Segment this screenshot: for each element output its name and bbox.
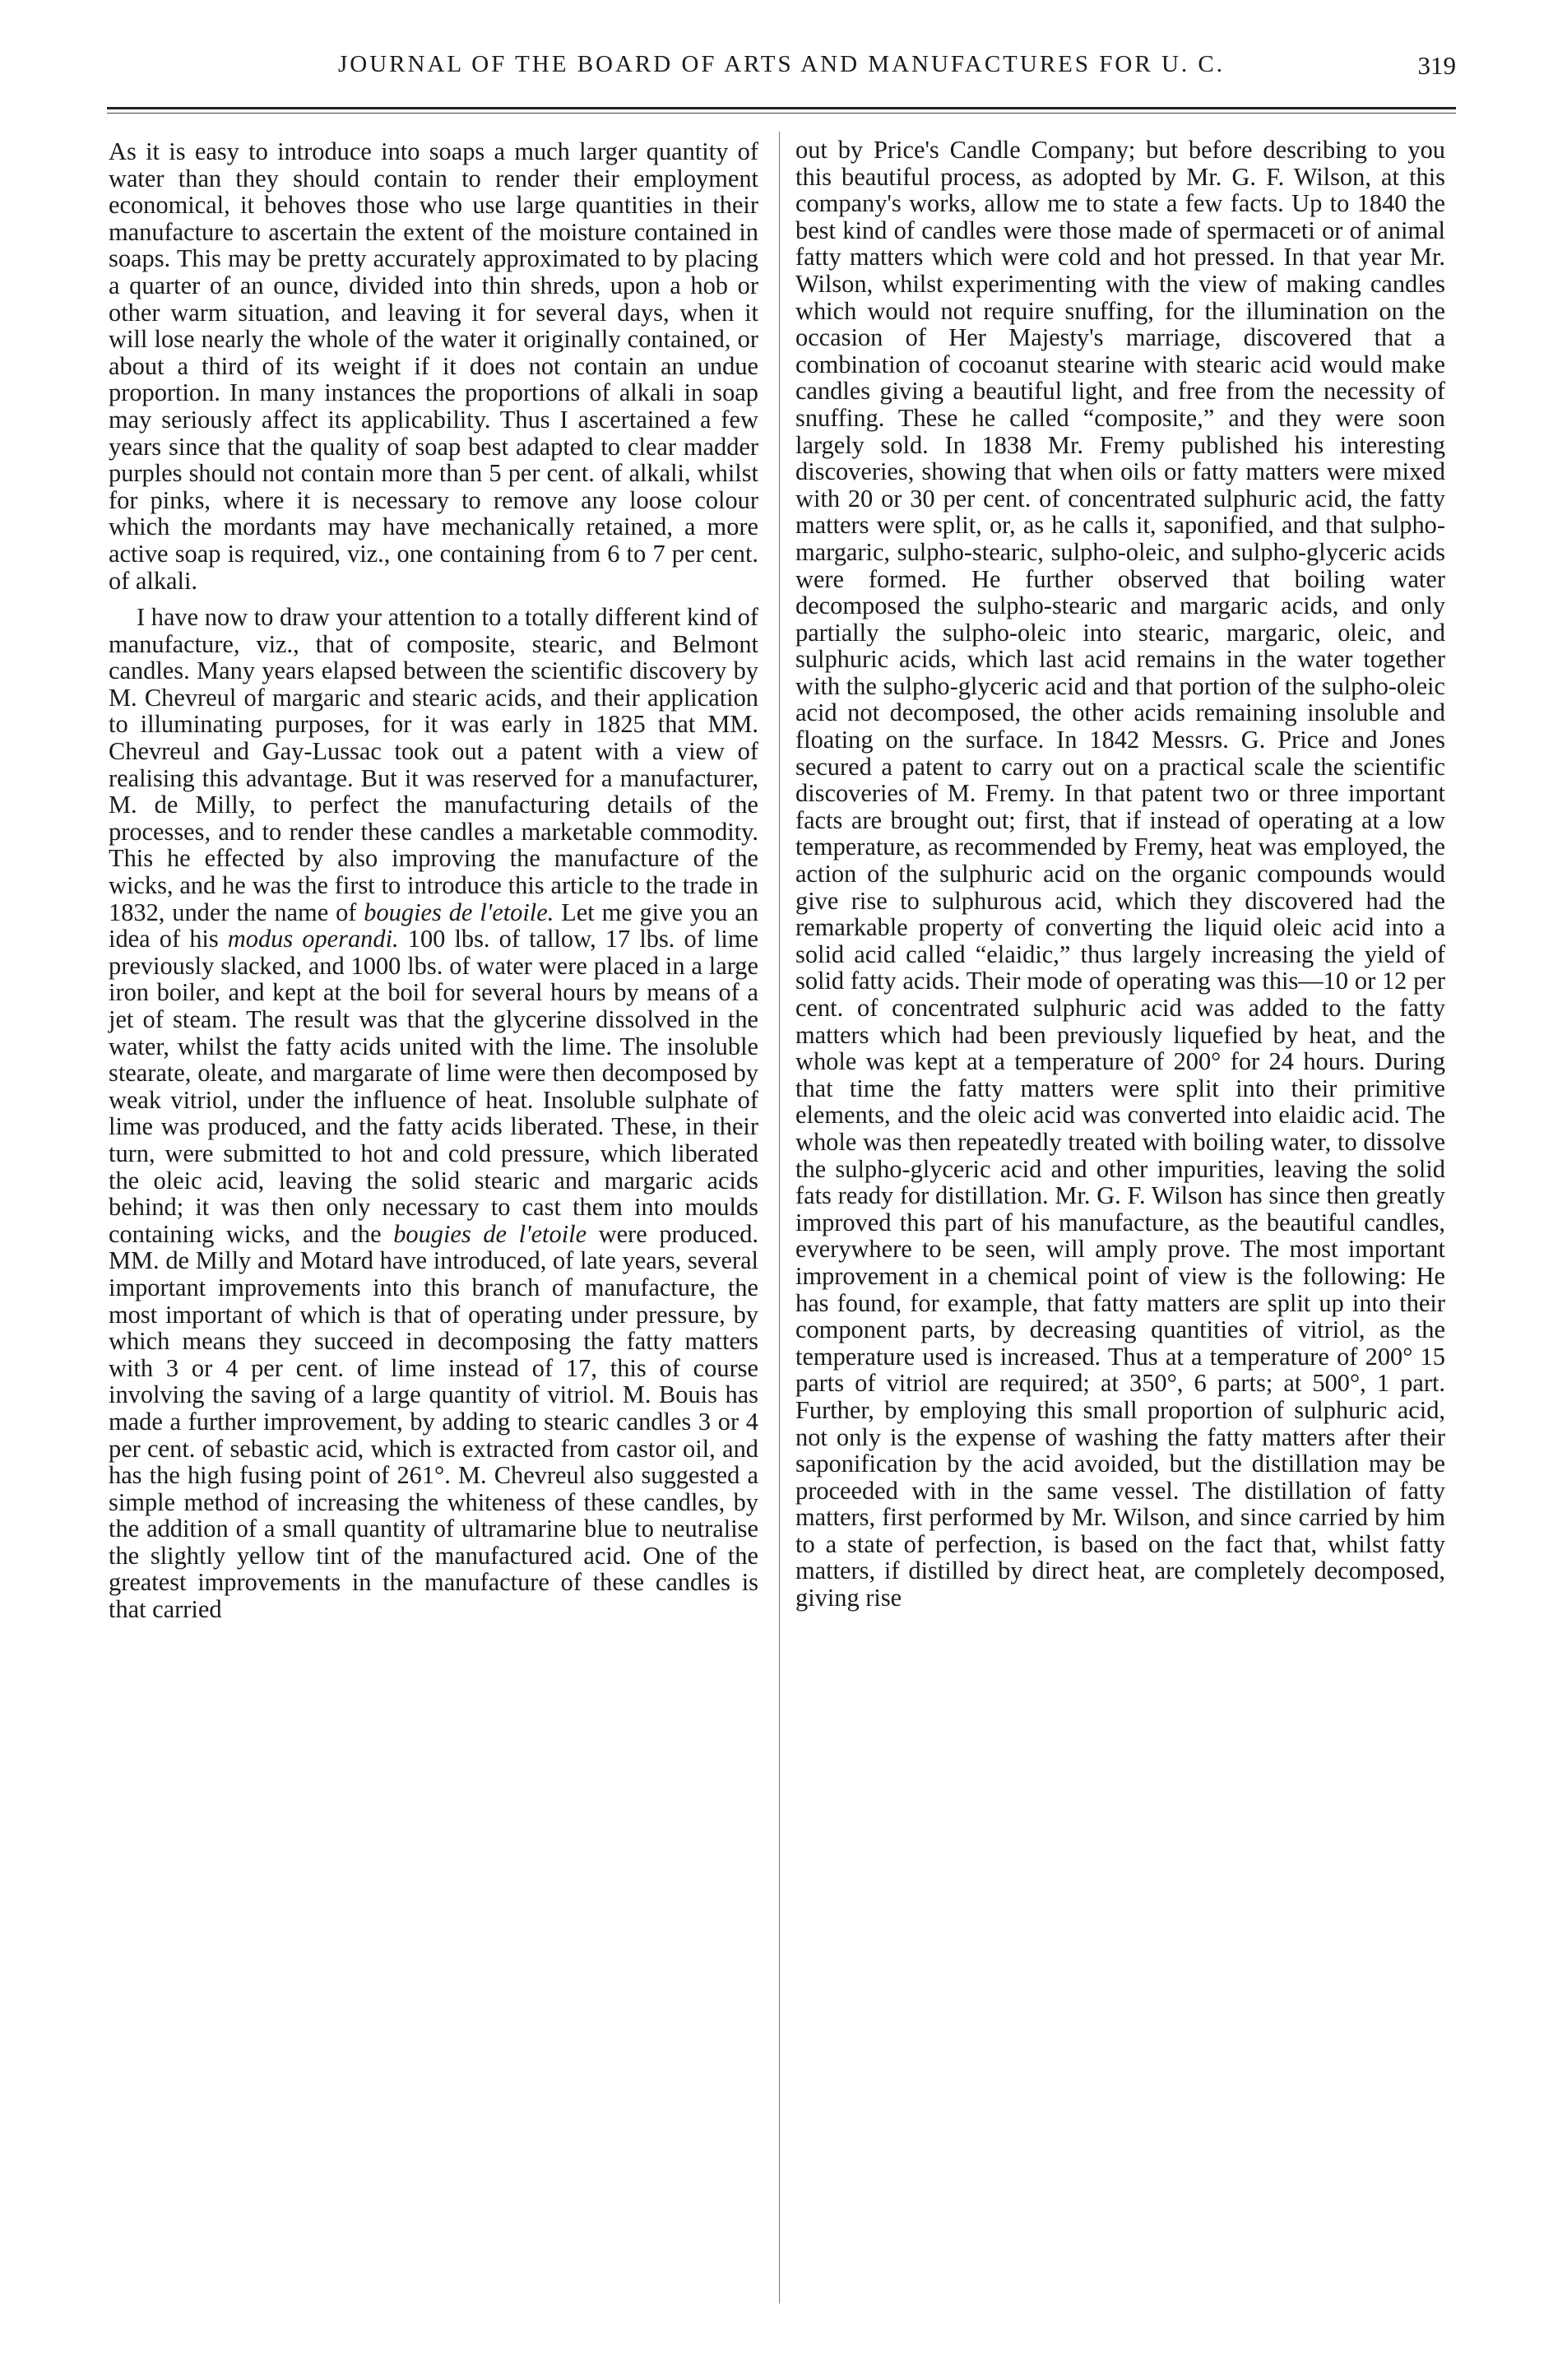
italic-term: bougies de l'etoile.: [364, 898, 554, 926]
left-column: [109, 138, 758, 1633]
header-rule: [107, 107, 1456, 109]
journal-title: JOURNAL OF THE BOARD OF ARTS AND MANUFACTURES FOR U. C.: [338, 51, 1225, 77]
paragraph-price-candle-company: out by Price's Candle Company; but before describing to you this beautiful process, as adopted by Mr. G. F. Wilson, at this company's works, allow me to state a few facts. Up to 1840 the best kind of candles were those made of spermaceti or of animal fatty matters which were cold and hot pressed. In that year Mr. Wilson, whilst experimenting with the view of making candles which would not require snuffing, for the illumination on the occasion of Her Majesty's marriage, discovered that a combination of cocoanut stearine with stearic acid would make candles giving a beautiful light, and free from the necessity of snuffing. These he called “composite,” and they were soon largely sold. In 1838 Mr. Fremy published his interesting discoveries, showing that when oils or fatty matters were mixed with 20 or 30 per cent. of concentrated sulphuric acid, the fatty matters were split, or, as he calls it, saponified, and that sulpho-margaric, sulpho-stearic, sulpho-oleic, and sulpho-glyceric acids were formed. He further observed that boiling water decomposed the sulpho-stearic and margaric acids, and only partially the sulpho-oleic into stearic, margaric, oleic, and sulphuric acids, which last acid remains in the water together with the sulpho-glyceric acid and that portion of the sulpho-oleic acid not decomposed, the other acids remaining insoluble and floating on the surface. In 1842 Messrs. G. Price and Jones secured a patent to carry out on a practical scale the scientific discoveries of M. Fremy. In that patent two or three important facts are brought out; first, that if instead of operating at a low temperature, as recommended by Fremy, heat was employed, the action of the sulphuric acid on the organic compounds would give rise to sulphurous acid, which they discovered had the remarkable property of converting the liquid oleic acid into a solid acid called “elaidic,” thus largely increasing the yield of solid fatty acids. Their mode of operating was this—10 or 12 per cent. of concentrated sulphuric acid was added to the fatty matters which had been previously liquefied by heat, and the whole was kept at a temperature of 200° for 24 hours. During that time the fatty matters were split into their primitive elements, and the oleic acid was converted into elaidic acid. The whole was then repeatedly treated with boiling water, to dissolve the sulpho-glyceric acid and other impurities, leaving the solid fats ready for distillation. Mr. G. F. Wilson has since then greatly improved this part of his manufacture, as the beautiful candles, everywhere to be seen, will amply prove. The most important improvement in a chemical point of view is the following: He has found, for example, that fatty matters are split up into their component parts, by decreasing quantities of vitriol, as the temperature used is increased. Thus at a temperature of 200° 15 parts of vitriol are required; at 350°, 6 parts; at 500°, 1 part. Further, by employing this small proportion of sulphuric acid, not only is the expense of washing the fatty matters after their saponification by the acid avoided, but the distillation may be proceeded with in the same vessel. The distillation of fatty matters, first performed by Mr. Wilson, and since carried by him to a state of perfection, is based on the fact that, whilst fatty matters, if distilled by direct heat, are completely decomposed, giving rise: [795, 136, 1445, 1612]
paragraph-soap-moisture: As it is easy to introduce into soaps a much larger quantity of water than they should contain to render their employment economical, it behoves those who use large quantities in their manufacture to ascertain the extent of the moisture contained in soaps. This may be pretty accurately approximated to by placing a quarter of an ounce, divided into thin shreds, upon a hob or other warm situation, and leaving it for several days, when it will lose nearly the whole of the water it originally contained, or about a third of its weight if it does not contain an undue proportion. In many instances the proportions of alkali in soap may seriously affect its applicability. Thus I ascertained a few years since that the quality of soap best adapted to clear madder purples should not contain more than 5 per cent. of alkali, whilst for pinks, where it is necessary to remove any loose colour which the mordants may have mechanically retained, a more active soap is required, viz., one containing from 6 to 7 per cent. of alkali.: [109, 137, 758, 595]
italic-term: bougies de l'etoile: [393, 1219, 587, 1248]
paragraph-text: I have now to draw your attention to a totally different kind of manufacture, viz., that of composite, stearic, and Belmont candles. Many years elapsed between the scientific discovery by M. Chevreul of margaric and stearic acids, and their application to illuminating purposes, for it was early in 1825 that MM. Chevreul and Gay-Lussac took out a patent with a view of realising this advantage. But it was reserved for a manufacturer, M. de Milly, to perfect the manufacturing details of the processes, and to render these candles a marketable commodity. This he effected by also improving the manufacture of the wicks, and he was the first to introduce this article to the trade in 1832, under the name of: [109, 603, 758, 926]
page-header: [107, 51, 1456, 92]
paragraph-text: 100 lbs. of tallow, 17 lbs. of lime previously slacked, and 1000 lbs. of water were placed in a large iron boiler, and kept at the boil for several hours by means of a jet of steam. The result was that the glycerine dissolved in the water, whilst the fatty acids united with the lime. The insoluble stearate, oleate, and margarate of lime were then decomposed by weak vitriol, under the influence of heat. Insoluble sulphate of lime was produced, and the fatty acids liberated. These, in their turn, were submitted to hot and cold pressure, which liberated the oleic acid, leaving the solid stearic and margaric acids behind; it was then only necessary to cast them into moulds containing wicks, and the: [109, 925, 758, 1248]
column-divider: [779, 132, 780, 2303]
paragraph-text: Let me give you an idea of his: [109, 898, 758, 953]
paragraph-candles: [109, 604, 758, 1623]
right-column: [795, 137, 1445, 1621]
page-number: 319: [1417, 51, 1456, 80]
header-rule-thin: [107, 113, 1456, 114]
italic-term: modus operandi.: [227, 925, 399, 953]
paragraph-text: were produced. MM. de Milly and Motard have introduced, of late years, several important improvements into this branch of manufacture, the most important of which is that of operating under pressure, by which means they succeed in decomposing the fatty matters with 3 or 4 per cent. of lime instead of 17, this of course involving the saving of a large quantity of vitriol. M. Bouis has made a further improvement, by adding to stearic candles 3 or 4 per cent. of sebastic acid, which is extracted from castor oil, and has the high fusing point of 261°. M. Chevreul also suggested a simple method of increasing the whiteness of these candles, by the addition of a small quantity of ultramarine blue to neutralise the slightly yellow tint of the manufactured acid. One of the greatest improvements in the manufacture of these candles is that carried: [109, 1219, 758, 1624]
